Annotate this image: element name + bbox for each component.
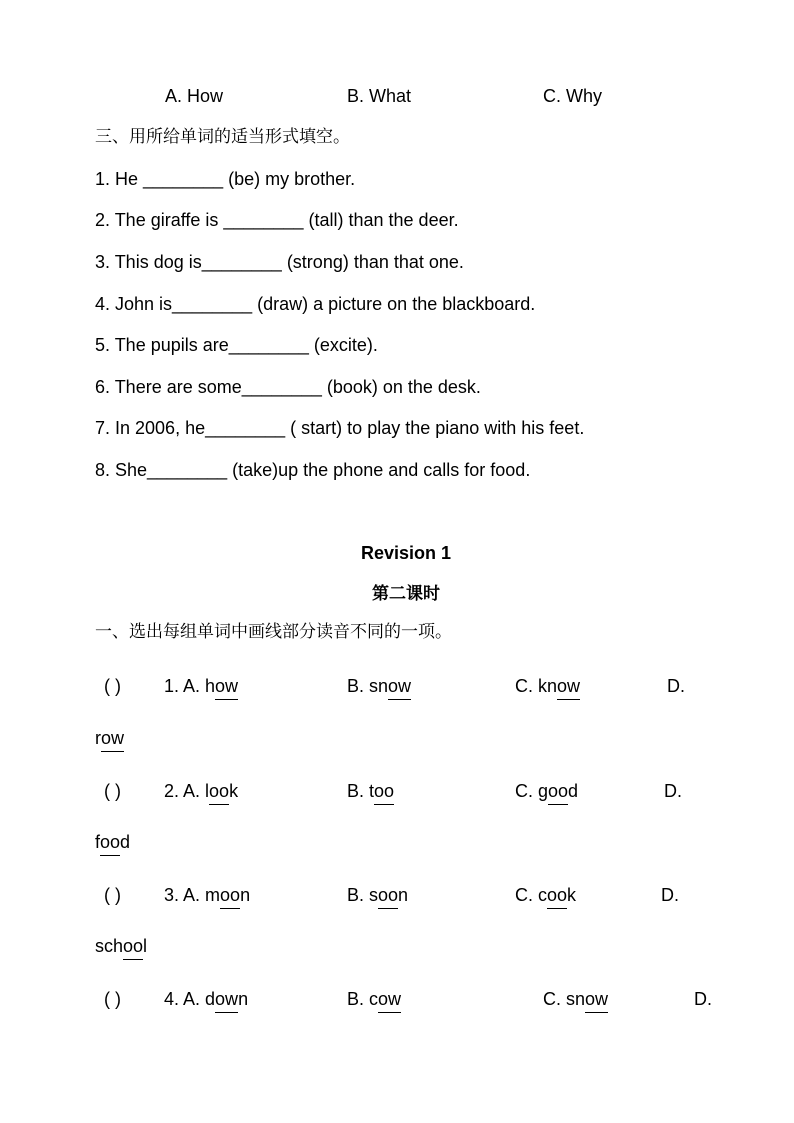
underlined-letters: oo <box>220 885 241 905</box>
option-b <box>347 780 394 802</box>
lesson-subtitle: 第二课时 <box>372 584 440 604</box>
revision-title: Revision 1 <box>360 543 452 563</box>
option-c-why: C. Why <box>543 86 603 106</box>
option-d-label: D. <box>694 989 712 1009</box>
option-d-word <box>95 935 147 957</box>
option-a <box>164 675 238 697</box>
underlined-letters: ow <box>378 989 402 1009</box>
answer-paren: ( ) <box>104 989 121 1009</box>
option-prefix: B. c <box>347 989 379 1009</box>
underlined-letters: oo <box>547 885 568 905</box>
fill-blank-item-6: 6. There are some________ (book) on the desk. <box>95 377 481 397</box>
option-c <box>543 988 608 1010</box>
underlined-letters: ow <box>388 676 412 696</box>
option-prefix: 3. A. m <box>164 885 221 905</box>
answer-paren: ( ) <box>104 676 121 696</box>
option-suffix: d <box>120 832 131 852</box>
underlined-letters: ow <box>215 989 239 1009</box>
option-d-label: D. <box>667 676 685 696</box>
fill-blank-item-5: 5. The pupils are________ (excite). <box>95 335 378 355</box>
option-prefix: r <box>95 728 101 748</box>
option-suffix: k <box>229 781 239 801</box>
option-prefix: C. g <box>515 781 549 801</box>
option-a-how: A. How <box>165 86 224 106</box>
underlined-letters: ow <box>215 676 239 696</box>
fill-blank-item-1: 1. He ________ (be) my brother. <box>95 169 356 189</box>
option-d-label: D. <box>661 885 679 905</box>
option-prefix: C. kn <box>515 676 558 696</box>
option-suffix: d <box>568 781 579 801</box>
underlined-letters: ow <box>585 989 609 1009</box>
option-b <box>347 884 408 906</box>
option-d-word <box>95 831 130 853</box>
underlined-letters: oo <box>374 781 395 801</box>
option-d-label: D. <box>664 781 682 801</box>
option-suffix: n <box>238 989 249 1009</box>
option-b <box>347 988 401 1010</box>
fill-blank-item-2: 2. The giraffe is ________ (tall) than the deer. <box>95 210 459 230</box>
option-b-what: B. What <box>347 86 412 106</box>
fill-blank-item-8: 8. She________ (take)up the phone and calls for food. <box>95 460 531 480</box>
option-prefix: C. c <box>515 885 548 905</box>
option-c <box>515 884 576 906</box>
option-suffix: n <box>398 885 409 905</box>
option-a <box>164 988 248 1010</box>
underlined-letters: oo <box>123 936 144 956</box>
option-suffix: l <box>143 936 148 956</box>
option-prefix: 4. A. d <box>164 989 216 1009</box>
section-1-heading: 一、选出每组单词中画线部分读音不同的一项。 <box>95 622 452 642</box>
option-prefix: B. sn <box>347 676 389 696</box>
underlined-letters: oo <box>548 781 569 801</box>
underlined-letters: oo <box>209 781 230 801</box>
answer-paren: ( ) <box>104 781 121 801</box>
underlined-letters: oo <box>378 885 399 905</box>
option-a <box>164 780 238 802</box>
option-suffix: k <box>567 885 577 905</box>
underlined-letters: ow <box>101 728 125 748</box>
option-prefix: sch <box>95 936 124 956</box>
option-b <box>347 675 411 697</box>
section-3-heading: 三、用所给单词的适当形式填空。 <box>95 127 350 147</box>
answer-paren: ( ) <box>104 885 121 905</box>
option-prefix: B. t <box>347 781 375 801</box>
fill-blank-item-3: 3. This dog is________ (strong) than that one. <box>95 252 464 272</box>
option-d-word <box>95 727 124 749</box>
option-prefix: f <box>95 832 101 852</box>
option-prefix: 2. A. l <box>164 781 210 801</box>
option-c <box>515 675 580 697</box>
option-a <box>164 884 250 906</box>
fill-blank-item-7: 7. In 2006, he________ ( start) to play the piano with his feet. <box>95 418 585 438</box>
underlined-letters: oo <box>100 832 121 852</box>
fill-blank-item-4: 4. John is________ (draw) a picture on the blackboard. <box>95 294 536 314</box>
option-prefix: B. s <box>347 885 379 905</box>
option-suffix: n <box>240 885 251 905</box>
option-prefix: C. sn <box>543 989 586 1009</box>
underlined-letters: ow <box>557 676 581 696</box>
option-prefix: 1. A. h <box>164 676 216 696</box>
option-c <box>515 780 578 802</box>
